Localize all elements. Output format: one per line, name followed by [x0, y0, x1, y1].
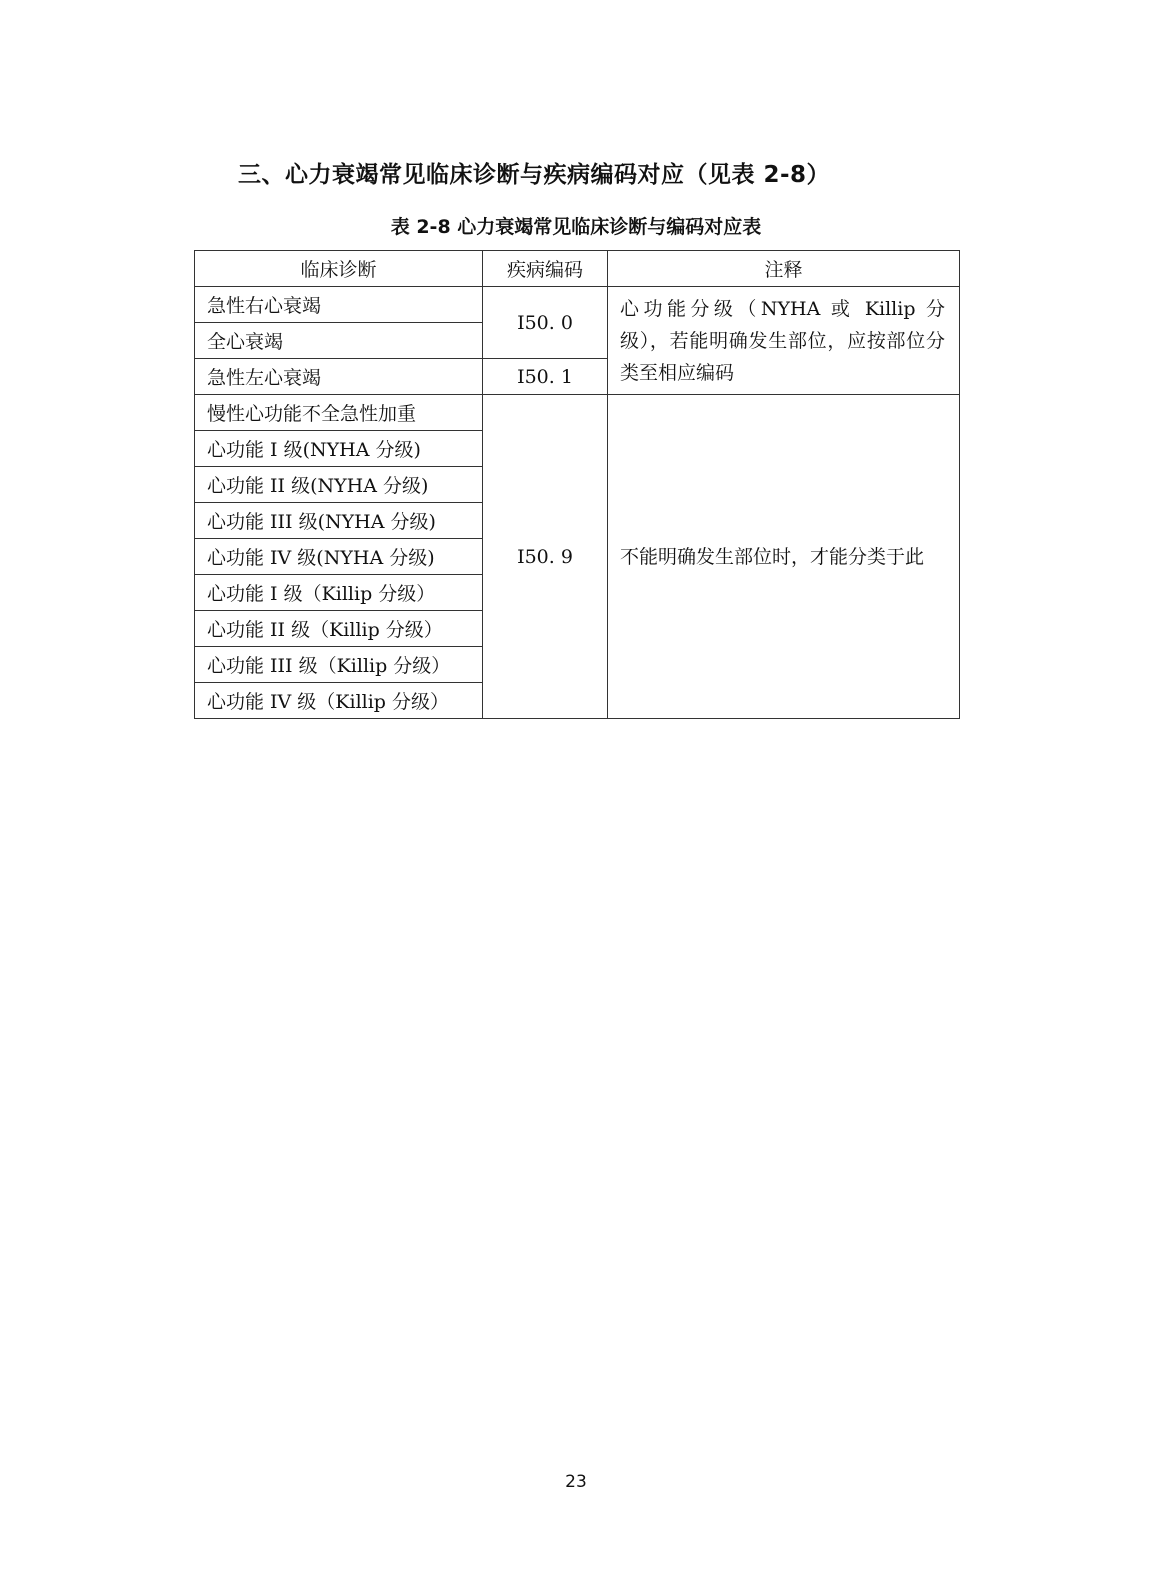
diagnosis-cell: 心功能 II 级(NYHA 分级)	[195, 467, 483, 503]
diagnosis-cell: 心功能 III 级（Killip 分级）	[195, 647, 483, 683]
header-note: 注释	[608, 251, 960, 287]
code-cell: I50. 0	[483, 287, 608, 359]
diagnosis-cell: 心功能 I 级（Killip 分级）	[195, 575, 483, 611]
header-diagnosis: 临床诊断	[195, 251, 483, 287]
diagnosis-cell: 心功能 IV 级（Killip 分级）	[195, 683, 483, 719]
diagnosis-cell: 心功能 II 级（Killip 分级）	[195, 611, 483, 647]
table-caption: 表 2-8 心力衰竭常见临床诊断与编码对应表	[390, 216, 762, 238]
diagnosis-cell: 全心衰竭	[195, 323, 483, 359]
code-cell: I50. 9	[483, 395, 608, 719]
header-code: 疾病编码	[483, 251, 608, 287]
diagnosis-cell: 慢性心功能不全急性加重	[195, 395, 483, 431]
page-number: 23	[565, 1472, 587, 1492]
table-row	[195, 287, 960, 323]
note-cell: 心功能分级（NYHA 或 Killip 分级），若能明确发生部位，应按部位分类至相应编码	[608, 287, 960, 395]
section-heading: 三、心力衰竭常见临床诊断与疾病编码对应（见表 2-8）	[238, 162, 831, 188]
diagnosis-code-table	[194, 250, 960, 719]
diagnosis-cell: 急性左心衰竭	[195, 359, 483, 395]
diagnosis-cell: 急性右心衰竭	[195, 287, 483, 323]
note-cell: 不能明确发生部位时，才能分类于此	[608, 395, 960, 719]
diagnosis-cell: 心功能 I 级(NYHA 分级)	[195, 431, 483, 467]
table-header-row	[195, 251, 960, 287]
code-cell: I50. 1	[483, 359, 608, 395]
diagnosis-cell: 心功能 III 级(NYHA 分级)	[195, 503, 483, 539]
diagnosis-cell: 心功能 IV 级(NYHA 分级)	[195, 539, 483, 575]
table-row	[195, 395, 960, 431]
